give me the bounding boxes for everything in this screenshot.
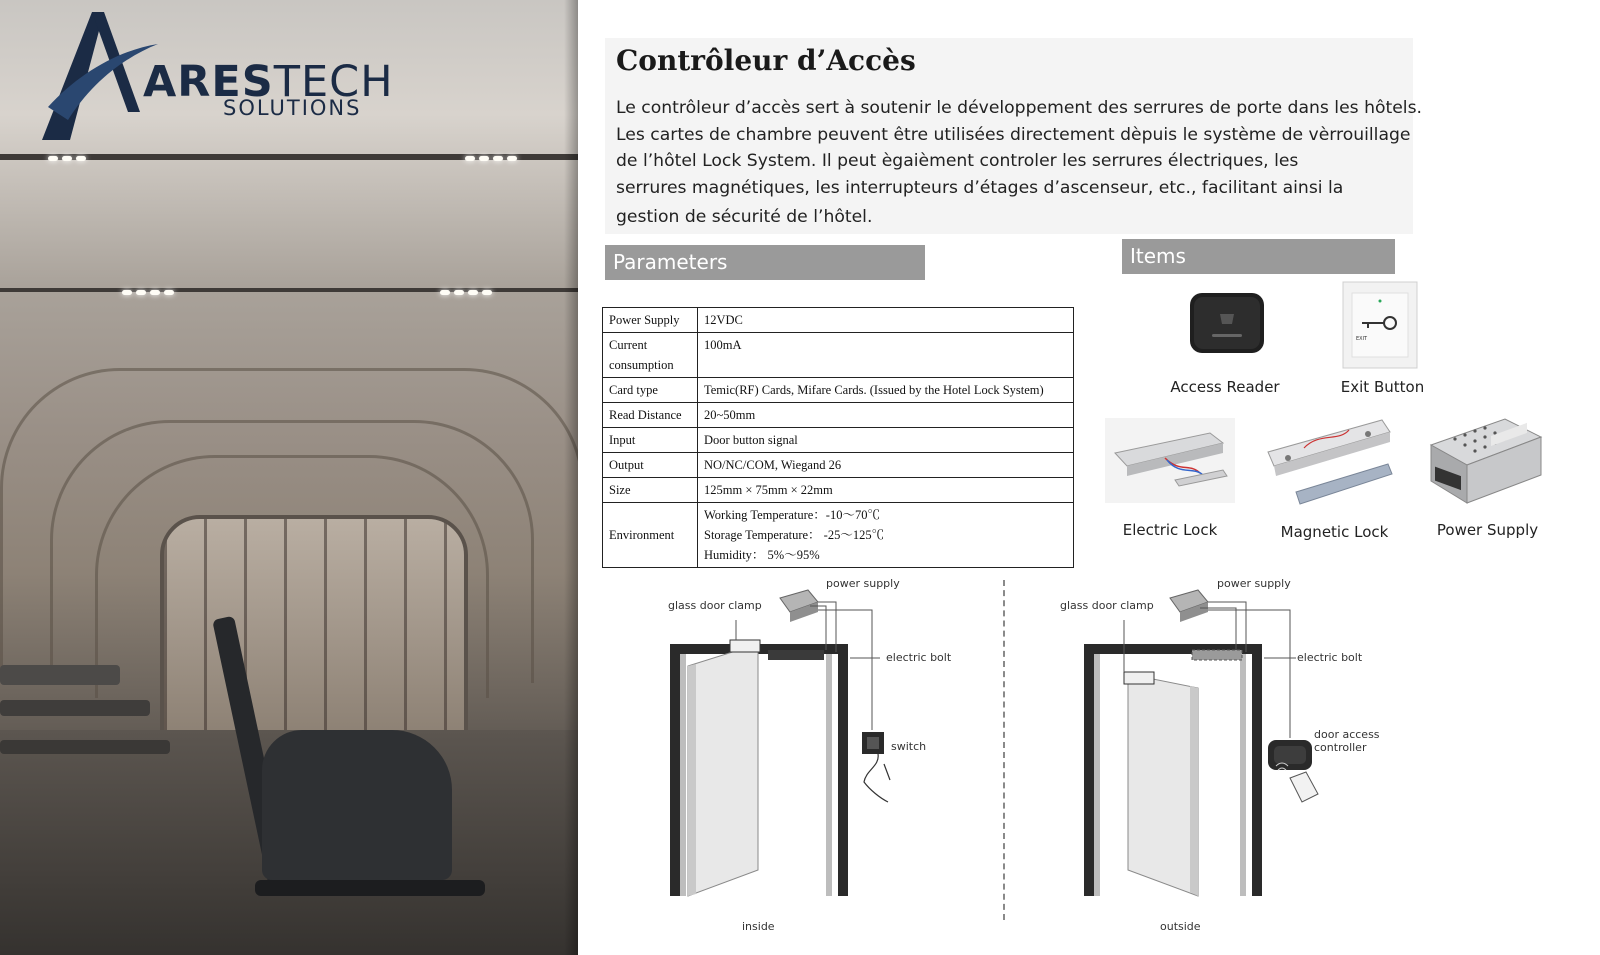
page-title: Contrôleur d’Accès [616,44,916,77]
diagram-caption-outside: outside [1160,920,1201,933]
param-value-line: Door button signal [704,433,798,447]
label-door-access-controller: door access [1314,728,1380,741]
label-glass-door-clamp: glass door clamp [668,599,762,612]
intro-paragraph [616,95,1422,231]
param-value-line: NO/NC/COM, Wiegand 26 [704,458,842,472]
param-value [698,428,1074,453]
brand-name-light: TECH [273,57,394,107]
treadmill [0,700,150,716]
magnetic-lock-icon [1264,412,1394,512]
parameters-table [602,307,1074,568]
item-power-supply [1425,415,1550,543]
param-value-line: 100mA [704,338,742,352]
wiring-diagram-outside [1050,570,1410,940]
table-row [603,478,1074,503]
param-key: Output [603,453,698,478]
param-key: Current consumption [603,333,698,378]
intro-section [605,38,1422,234]
param-value-line: Humidity： 5%～95% [704,548,820,562]
parameters-heading: Parameters [605,245,925,280]
treadmill [0,665,120,685]
ceiling-light [122,290,174,295]
label-electric-bolt: electric bolt [886,651,952,664]
item-exit-button [1320,281,1445,401]
param-value-line: 12VDC [704,313,743,327]
intro-line: de l’hôtel Lock System. Il peut ègaièment controler les serrures électriques, les [616,151,1299,171]
param-key: Size [603,478,698,503]
intro-line: Les cartes de chambre peuvent être utilisées directement dèpuis le système de vèrrouillage [616,124,1411,145]
param-value-line: Temic(RF) Cards, Mifare Cards. (Issued by the Hotel Lock System) [704,383,1044,397]
item-label: Magnetic Lock [1280,523,1389,541]
param-key: Input [603,428,698,453]
diagram-caption-inside: inside [742,920,775,933]
treadmill [0,740,170,754]
param-key: Card type [603,378,698,403]
power-supply-icon [1425,415,1545,505]
exit-button-icon [1342,281,1418,369]
item-label: Power Supply [1436,521,1539,539]
param-value [698,378,1074,403]
table-row [603,333,1074,378]
param-value [698,453,1074,478]
label-glass-door-clamp: glass door clamp [1060,599,1154,612]
item-label: Access Reader [1170,378,1280,396]
brand-name-bold: ARES [143,57,274,107]
table-row [603,503,1074,568]
table-row [603,403,1074,428]
label-door-access-controller: controller [1314,741,1367,754]
param-value-line: 20~50mm [704,408,756,422]
label-power-supply: power supply [1217,577,1291,590]
param-value [698,503,1074,568]
item-access-reader [1160,288,1290,408]
param-key: Power Supply [603,308,698,333]
label-switch: switch [891,740,927,753]
exit-icon-label: EXIT [1356,336,1368,342]
wiring-diagram-inside [640,570,1000,940]
item-label: Exit Button [1340,378,1425,396]
ceiling-light [48,156,86,161]
param-value [698,333,1074,378]
label-electric-bolt: electric bolt [1297,651,1363,664]
param-value [698,403,1074,428]
brand-logo [40,12,400,142]
brand-subtitle: SOLUTIONS [223,96,362,120]
param-value [698,478,1074,503]
items-heading: Items [1122,239,1395,274]
gym-photo-panel [0,0,578,955]
intro-line: serrures magnétiques, les interrupteurs d’étages d’ascenseur, etc., facilitant ainsi la [616,177,1344,198]
label-power-supply: power supply [826,577,900,590]
param-key: Read Distance [603,403,698,428]
glass-partition [160,515,468,753]
table-row [603,453,1074,478]
table-row [603,428,1074,453]
table-row [603,308,1074,333]
param-value-line: Storage Temperature： -25～125℃ [704,528,885,542]
intro-line: gestion de sécurité de l’hôtel. [616,207,873,227]
panel-shadow [564,0,578,955]
item-magnetic-lock [1262,412,1407,544]
param-value-line: Working Temperature：-10～70℃ [704,508,880,522]
ceiling-light [465,156,517,161]
exercise-bike-body [262,730,452,880]
param-value-line: 125mm × 75mm × 22mm [704,483,833,497]
intro-line: Le contrôleur d’accès sert à soutenir le développement des serrures de porte dans les hôtels. [616,98,1422,118]
ceiling-light [440,290,492,295]
exercise-bike-base [255,880,485,896]
diagram-divider [1003,580,1005,920]
param-key: Environment [603,503,698,568]
item-electric-lock [1105,418,1235,543]
item-label: Electric Lock [1122,521,1218,539]
param-value [698,308,1074,333]
access-reader-icon [1182,288,1272,358]
electric-lock-icon [1105,418,1235,503]
table-row [603,378,1074,403]
